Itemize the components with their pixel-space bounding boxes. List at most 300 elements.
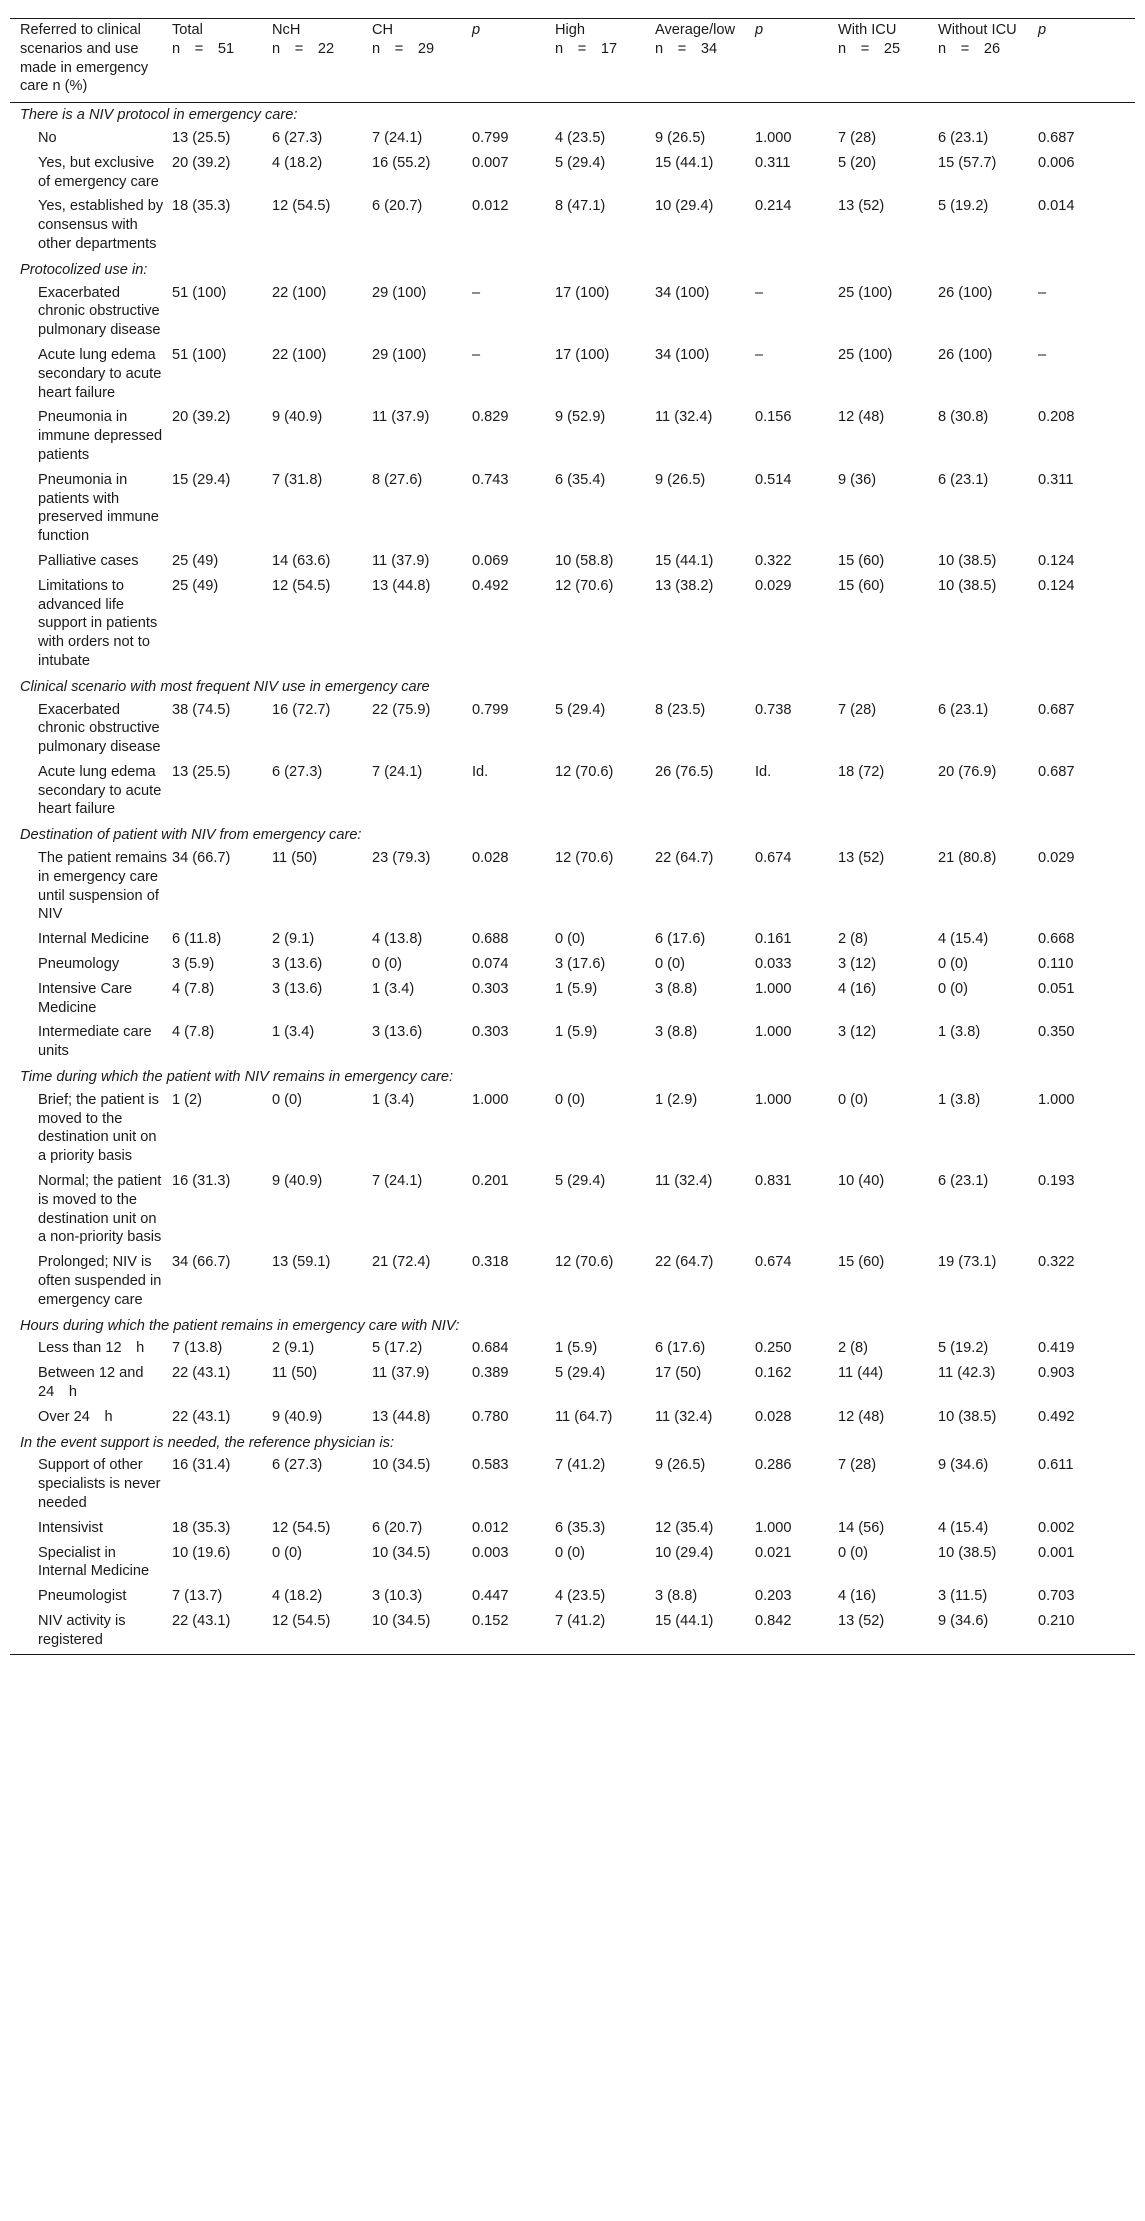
table-cell: 15 (44.1) xyxy=(655,1612,714,1629)
table-cell: 12 (35.4) xyxy=(655,1519,714,1536)
table-cell: 0.214 xyxy=(755,198,792,215)
table-cell: 0.318 xyxy=(472,1254,509,1271)
table-cell: 22 (43.1) xyxy=(172,1408,231,1425)
table-cell: 16 (31.3) xyxy=(172,1173,231,1190)
row-label: No xyxy=(38,129,57,146)
table-row xyxy=(10,928,1135,953)
row-label: Yes, established by consensus with other departments xyxy=(38,198,164,252)
table-cell: 18 (35.3) xyxy=(172,198,231,215)
table-cell: 8 (27.6) xyxy=(372,471,423,488)
table-cell: 3 (8.8) xyxy=(655,1588,698,1605)
table-cell: 0.743 xyxy=(472,471,509,488)
table-cell: 1 (3.8) xyxy=(938,1091,981,1108)
table-cell: 0.001 xyxy=(1038,1544,1075,1561)
table-cell: 7 (41.2) xyxy=(555,1612,606,1629)
table-row xyxy=(10,127,1135,152)
table-cell: 21 (72.4) xyxy=(372,1254,431,1271)
table-cell: 2 (9.1) xyxy=(272,931,315,948)
table-cell: 0.389 xyxy=(472,1365,509,1382)
table-cell: 11 (44) xyxy=(838,1365,884,1382)
table-cell: 14 (63.6) xyxy=(272,552,331,569)
table-cell: 0.514 xyxy=(755,471,792,488)
table-row xyxy=(10,469,1135,550)
table-cell: 12 (48) xyxy=(838,1408,885,1425)
table-cell: 0.799 xyxy=(472,129,509,146)
row-label: Acute lung edema secondary to acute heart failure xyxy=(38,346,162,401)
table-cell: 4 (18.2) xyxy=(272,1588,323,1605)
table-cell: 1 (2) xyxy=(172,1091,203,1108)
table-row xyxy=(10,761,1135,823)
table-cell: 11 (37.9) xyxy=(372,1365,430,1382)
column-header: Average/low n = 34 xyxy=(655,22,736,57)
table-cell: 5 (29.4) xyxy=(555,154,606,171)
table-cell: 11 (50) xyxy=(272,850,318,867)
table-row xyxy=(10,1517,1135,1542)
row-label: Pneumonia in immune depressed patients xyxy=(38,409,163,463)
table-row xyxy=(10,1585,1135,1610)
table-cell: 13 (25.5) xyxy=(172,129,231,146)
table-cell: 0.703 xyxy=(1038,1588,1075,1605)
table-cell: 12 (70.6) xyxy=(555,850,614,867)
table-cell: 12 (54.5) xyxy=(272,198,331,215)
table-cell: 51 (100) xyxy=(172,284,227,301)
section-title: Time during which the patient with NIV remains in emergency care: xyxy=(20,1069,454,1086)
table-cell: 0.311 xyxy=(755,154,791,171)
table-cell: 15 (44.1) xyxy=(655,552,714,569)
table-cell: 0.322 xyxy=(1038,1254,1075,1271)
table-cell: 5 (20) xyxy=(838,154,877,171)
table-cell: 25 (100) xyxy=(838,346,893,363)
table-cell: 6 (27.3) xyxy=(272,129,323,146)
table-cell: 1.000 xyxy=(755,129,792,146)
table-cell: 12 (70.6) xyxy=(555,1254,614,1271)
table-cell: 4 (15.4) xyxy=(938,931,989,948)
table-cell: 19 (73.1) xyxy=(938,1254,997,1271)
table-cell: 25 (49) xyxy=(172,577,219,594)
table-cell: 22 (43.1) xyxy=(172,1365,231,1382)
table-cell: 0.002 xyxy=(1038,1519,1075,1536)
table-cell: 11 (32.4) xyxy=(655,1408,713,1425)
section-row xyxy=(10,258,1135,282)
row-label: Yes, but exclusive of emergency care xyxy=(38,154,159,190)
table-cell: 0.208 xyxy=(1038,409,1075,426)
table-cell: 4 (16) xyxy=(838,1588,877,1605)
table-cell: 0.687 xyxy=(1038,763,1075,780)
table-cell: 34 (66.7) xyxy=(172,1254,231,1271)
table-cell: 7 (41.2) xyxy=(555,1457,606,1474)
table-cell: 14 (56) xyxy=(838,1519,885,1536)
section-row xyxy=(10,103,1135,127)
table-cell: 0.842 xyxy=(755,1612,792,1629)
table-cell: 0 (0) xyxy=(555,1091,586,1108)
table-cell: 3 (11.5) xyxy=(938,1588,988,1605)
table-cell: 0 (0) xyxy=(555,1544,586,1561)
section-title: Hours during which the patient remains in emergency care with NIV: xyxy=(20,1317,460,1334)
table-cell: 0 (0) xyxy=(938,956,969,973)
column-header: NcH n = 22 xyxy=(272,22,335,57)
table-cell: 34 (66.7) xyxy=(172,850,231,867)
table-cell: 10 (40) xyxy=(838,1173,885,1190)
table-cell: 10 (38.5) xyxy=(938,552,997,569)
table-cell: 11 (42.3) xyxy=(938,1365,996,1382)
row-label: Prolonged; NIV is often suspended in emergency care xyxy=(38,1254,162,1308)
table-cell: 0 (0) xyxy=(372,956,403,973)
table-cell: 4 (23.5) xyxy=(555,129,606,146)
table-row xyxy=(10,847,1135,928)
table-cell: 5 (29.4) xyxy=(555,1365,606,1382)
table-cell: 26 (76.5) xyxy=(655,763,714,780)
table-cell: 22 (100) xyxy=(272,284,327,301)
table-cell: 0.028 xyxy=(755,1408,792,1425)
table-cell: 12 (54.5) xyxy=(272,1612,331,1629)
table-cell: 3 (13.6) xyxy=(272,956,323,973)
table-cell: 23 (79.3) xyxy=(372,850,431,867)
table-cell: 22 (100) xyxy=(272,346,327,363)
table-cell: 15 (60) xyxy=(838,552,885,569)
table-cell: 0.668 xyxy=(1038,931,1075,948)
table-cell: 5 (19.2) xyxy=(938,1340,989,1357)
table-cell: – xyxy=(1038,346,1047,363)
table-cell: 5 (29.4) xyxy=(555,701,606,718)
table-cell: 3 (13.6) xyxy=(372,1024,423,1041)
row-label: Brief; the patient is moved to the destination unit on a priority basis xyxy=(38,1091,159,1165)
table-cell: 13 (59.1) xyxy=(272,1254,331,1271)
table-cell: 0.780 xyxy=(472,1408,509,1425)
table-cell: 0 (0) xyxy=(272,1544,303,1561)
table-cell: 15 (60) xyxy=(838,577,885,594)
table-cell: 3 (12) xyxy=(838,956,877,973)
table-cell: 0 (0) xyxy=(272,1091,303,1108)
table-cell: 0.350 xyxy=(1038,1024,1075,1041)
table-row xyxy=(10,1542,1135,1586)
table-body xyxy=(10,103,1135,1654)
table-cell: 51 (100) xyxy=(172,346,227,363)
table-cell: 0.203 xyxy=(755,1588,792,1605)
table-cell: 0 (0) xyxy=(838,1544,869,1561)
table-cell: 10 (38.5) xyxy=(938,1544,997,1561)
table-row xyxy=(10,1454,1135,1516)
table-row xyxy=(10,1610,1135,1654)
table-cell: 0.286 xyxy=(755,1457,792,1474)
table-cell: 0 (0) xyxy=(555,931,586,948)
table-cell: 12 (54.5) xyxy=(272,1519,331,1536)
row-label: Pneumonia in patients with preserved immune function xyxy=(38,471,159,545)
table-cell: 0.051 xyxy=(1038,980,1075,997)
table-cell: 26 (100) xyxy=(938,284,993,301)
table-row xyxy=(10,575,1135,675)
table-cell: 0.250 xyxy=(755,1340,792,1357)
table-cell: – xyxy=(472,284,481,301)
row-label: Over 24 h xyxy=(38,1408,113,1425)
table-cell: 1.000 xyxy=(755,1091,792,1108)
table-cell: 17 (100) xyxy=(555,284,610,301)
table-cell: – xyxy=(755,284,764,301)
table-cell: 13 (52) xyxy=(838,198,885,215)
table-cell: 10 (34.5) xyxy=(372,1544,431,1561)
table-cell: 11 (32.4) xyxy=(655,409,713,426)
row-label: The patient remains in emergency care until suspension of NIV xyxy=(38,850,167,923)
table-cell: 6 (35.4) xyxy=(555,471,606,488)
table-cell: 0.007 xyxy=(472,154,509,171)
table-cell: 1.000 xyxy=(755,1519,792,1536)
table-cell: 0.492 xyxy=(1038,1408,1075,1425)
table-cell: 0.674 xyxy=(755,850,792,867)
table-cell: 1.000 xyxy=(755,980,792,997)
table-cell: 26 (100) xyxy=(938,346,993,363)
table-cell: 0.829 xyxy=(472,409,509,426)
table-cell: 11 (37.9) xyxy=(372,409,430,426)
table-row xyxy=(10,1362,1135,1406)
table-cell: 0.447 xyxy=(472,1588,509,1605)
table-cell: 1.000 xyxy=(1038,1091,1075,1108)
table-cell: 9 (34.6) xyxy=(938,1612,989,1629)
table-cell: 15 (57.7) xyxy=(938,154,997,171)
table-cell: 5 (17.2) xyxy=(372,1340,423,1357)
table-cell: 9 (34.6) xyxy=(938,1457,989,1474)
table-cell: 9 (40.9) xyxy=(272,1408,323,1425)
table-cell: 0.799 xyxy=(472,701,509,718)
row-label: Between 12 and 24 h xyxy=(38,1365,144,1400)
table-cell: 15 (60) xyxy=(838,1254,885,1271)
table-cell: 0.156 xyxy=(755,409,792,426)
table-cell: 0.687 xyxy=(1038,701,1075,718)
row-label: Internal Medicine xyxy=(38,931,150,948)
table-cell: 7 (28) xyxy=(838,129,877,146)
table-cell: 6 (23.1) xyxy=(938,471,989,488)
table-row xyxy=(10,1021,1135,1065)
table-cell: 4 (7.8) xyxy=(172,1024,215,1041)
table-cell: 6 (11.8) xyxy=(172,931,222,948)
table-cell: 7 (13.7) xyxy=(172,1588,223,1605)
table-cell: 0.688 xyxy=(472,931,509,948)
table-cell: 18 (72) xyxy=(838,763,885,780)
row-label: Pneumologist xyxy=(38,1588,127,1605)
table-cell: 8 (47.1) xyxy=(555,198,606,215)
table-cell: 6 (20.7) xyxy=(372,1519,423,1536)
table-cell: 12 (70.6) xyxy=(555,763,614,780)
table-cell: 13 (25.5) xyxy=(172,763,231,780)
table-cell: 1.000 xyxy=(472,1091,509,1108)
row-label: Normal; the patient is moved to the destination unit on a non-priority basis xyxy=(38,1173,162,1246)
table-cell: 4 (7.8) xyxy=(172,980,215,997)
table-row xyxy=(10,1337,1135,1362)
table-cell: 1 (3.4) xyxy=(372,980,415,997)
column-header: With ICU n = 25 xyxy=(838,22,901,57)
table-row xyxy=(10,978,1135,1022)
row-label: Specialist in Internal Medicine xyxy=(38,1544,150,1580)
column-header: High n = 17 xyxy=(555,22,618,57)
table-cell: 1 (2.9) xyxy=(655,1091,698,1108)
table-cell: 10 (34.5) xyxy=(372,1612,431,1629)
row-label: Acute lung edema secondary to acute heart failure xyxy=(38,763,162,818)
table-cell: 7 (28) xyxy=(838,701,877,718)
table-row xyxy=(10,1406,1135,1431)
table-cell: 21 (80.8) xyxy=(938,850,997,867)
table-cell: 4 (18.2) xyxy=(272,154,323,171)
table-cell: 0.006 xyxy=(1038,154,1075,171)
table-cell: 12 (70.6) xyxy=(555,577,614,594)
table-cell: 9 (36) xyxy=(838,471,877,488)
table-cell: 0.303 xyxy=(472,980,509,997)
column-header-description: Referred to clinical scenarios and use made in emergency care n (%) xyxy=(20,22,149,95)
column-header: p xyxy=(755,22,764,38)
table-cell: 4 (15.4) xyxy=(938,1519,989,1536)
table-cell: 0.003 xyxy=(472,1544,509,1561)
table-cell: 6 (27.3) xyxy=(272,763,323,780)
table-cell: 15 (29.4) xyxy=(172,471,231,488)
table-cell: 5 (29.4) xyxy=(555,1173,606,1190)
table-row xyxy=(10,550,1135,575)
table-row xyxy=(10,406,1135,468)
table-cell: 10 (38.5) xyxy=(938,1408,997,1425)
table-cell: 0.029 xyxy=(1038,850,1075,867)
row-label: Intensive Care Medicine xyxy=(38,980,133,1016)
table-cell: 7 (24.1) xyxy=(372,1173,423,1190)
table-cell: 10 (29.4) xyxy=(655,198,714,215)
table-cell: 0.303 xyxy=(472,1024,509,1041)
table-cell: 1 (3.8) xyxy=(938,1024,981,1041)
table-cell: 6 (17.6) xyxy=(655,1340,706,1357)
table-cell: 6 (23.1) xyxy=(938,129,989,146)
table-cell: 0.124 xyxy=(1038,577,1075,594)
table-cell: 13 (52) xyxy=(838,1612,885,1629)
table-cell: 0.021 xyxy=(755,1544,792,1561)
table-cell: 20 (76.9) xyxy=(938,763,997,780)
table-cell: 0.014 xyxy=(1038,198,1075,215)
table-header-row xyxy=(10,19,1135,103)
section-row xyxy=(10,823,1135,847)
row-label: Less than 12 h xyxy=(38,1340,145,1357)
table-cell: 11 (50) xyxy=(272,1365,318,1382)
column-header: p xyxy=(472,22,481,38)
table-cell: 0.738 xyxy=(755,701,792,718)
section-row xyxy=(10,1431,1135,1455)
table-cell: 0.012 xyxy=(472,198,509,215)
row-label: Intensivist xyxy=(38,1519,103,1536)
table-cell: 0.903 xyxy=(1038,1365,1075,1382)
section-title: Clinical scenario with most frequent NIV use in emergency care xyxy=(20,678,430,695)
table-cell: 16 (31.4) xyxy=(172,1457,231,1474)
table-cell: 25 (49) xyxy=(172,552,219,569)
table-cell: 7 (28) xyxy=(838,1457,877,1474)
table-cell: 0.687 xyxy=(1038,129,1075,146)
table-cell: 0.311 xyxy=(1038,471,1074,488)
table-cell: 9 (26.5) xyxy=(655,471,706,488)
table-cell: 2 (8) xyxy=(838,1340,869,1357)
section-title: In the event support is needed, the reference physician is: xyxy=(20,1434,394,1451)
table-cell: 9 (26.5) xyxy=(655,129,706,146)
column-header: p xyxy=(1038,22,1047,38)
table-cell: 0.831 xyxy=(755,1173,792,1190)
section-row xyxy=(10,1065,1135,1089)
niv-emergency-care-table xyxy=(10,18,1135,1655)
table-cell: 0.162 xyxy=(755,1365,792,1382)
table-cell: 0.201 xyxy=(472,1173,509,1190)
table-cell: 18 (35.3) xyxy=(172,1519,231,1536)
row-label: Exacerbated chronic obstructive pulmonary disease xyxy=(38,701,161,756)
table-cell: 22 (43.1) xyxy=(172,1612,231,1629)
table-cell: 3 (13.6) xyxy=(272,980,323,997)
row-label: Exacerbated chronic obstructive pulmonary disease xyxy=(38,284,161,339)
table-cell: 11 (64.7) xyxy=(555,1408,613,1425)
table-cell: 0.611 xyxy=(1038,1457,1074,1474)
table-cell: 13 (38.2) xyxy=(655,577,714,594)
table-cell: 12 (48) xyxy=(838,409,885,426)
table-cell: 38 (74.5) xyxy=(172,701,231,718)
table-cell: 6 (17.6) xyxy=(655,931,706,948)
table-cell: 6 (35.3) xyxy=(555,1519,606,1536)
table-cell: 17 (50) xyxy=(655,1365,702,1382)
table-row xyxy=(10,152,1135,196)
table-cell: 0.674 xyxy=(755,1254,792,1271)
section-title: There is a NIV protocol in emergency care: xyxy=(20,107,298,124)
table-cell: 22 (64.7) xyxy=(655,1254,714,1271)
table-cell: 1 (5.9) xyxy=(555,1024,598,1041)
table-cell: 0 (0) xyxy=(655,956,686,973)
table-row xyxy=(10,195,1135,257)
table-cell: 5 (19.2) xyxy=(938,198,989,215)
table-cell: 3 (8.8) xyxy=(655,980,698,997)
table-cell: 0.124 xyxy=(1038,552,1075,569)
table-cell: 20 (39.2) xyxy=(172,409,231,426)
table-cell: 0.152 xyxy=(472,1612,509,1629)
section-row xyxy=(10,1314,1135,1338)
table-cell: 3 (8.8) xyxy=(655,1024,698,1041)
table-cell: 0.110 xyxy=(1038,956,1074,973)
table-row xyxy=(10,699,1135,761)
row-label: NIV activity is registered xyxy=(38,1612,126,1648)
table-cell: 0.583 xyxy=(472,1457,509,1474)
table-cell: 34 (100) xyxy=(655,284,710,301)
table-row xyxy=(10,1170,1135,1251)
table-cell: 8 (23.5) xyxy=(655,701,706,718)
table-cell: 3 (12) xyxy=(838,1024,877,1041)
table-cell: Id. xyxy=(472,763,489,780)
table-cell: 10 (58.8) xyxy=(555,552,614,569)
table-cell: 34 (100) xyxy=(655,346,710,363)
section-title: Protocolized use in: xyxy=(20,261,148,278)
table-cell: 0.029 xyxy=(755,577,792,594)
table-cell: 4 (13.8) xyxy=(372,931,423,948)
table-cell: 0.419 xyxy=(1038,1340,1075,1357)
table-cell: – xyxy=(755,346,764,363)
table-cell: 25 (100) xyxy=(838,284,893,301)
row-label: Palliative cases xyxy=(38,552,139,569)
table-cell: 11 (37.9) xyxy=(372,552,430,569)
table-cell: 3 (10.3) xyxy=(372,1588,423,1605)
table-cell: 2 (8) xyxy=(838,931,869,948)
table-cell: 0.028 xyxy=(472,850,509,867)
table-cell: 22 (75.9) xyxy=(372,701,431,718)
table-row xyxy=(10,344,1135,406)
table-cell: 7 (24.1) xyxy=(372,129,423,146)
table-cell: 6 (27.3) xyxy=(272,1457,323,1474)
table-cell: 9 (40.9) xyxy=(272,1173,323,1190)
section-title: Destination of patient with NIV from emergency care: xyxy=(20,827,362,844)
column-header: CH n = 29 xyxy=(372,22,435,57)
table-cell: 1 (5.9) xyxy=(555,1340,598,1357)
table-cell: 9 (52.9) xyxy=(555,409,606,426)
table-cell: – xyxy=(472,346,481,363)
table-cell: 29 (100) xyxy=(372,346,427,363)
table-row xyxy=(10,282,1135,344)
table-cell: 4 (23.5) xyxy=(555,1588,606,1605)
table-row xyxy=(10,953,1135,978)
table-cell: 6 (20.7) xyxy=(372,198,423,215)
table-cell: 1.000 xyxy=(755,1024,792,1041)
table-cell: 1 (5.9) xyxy=(555,980,598,997)
table-cell: 17 (100) xyxy=(555,346,610,363)
